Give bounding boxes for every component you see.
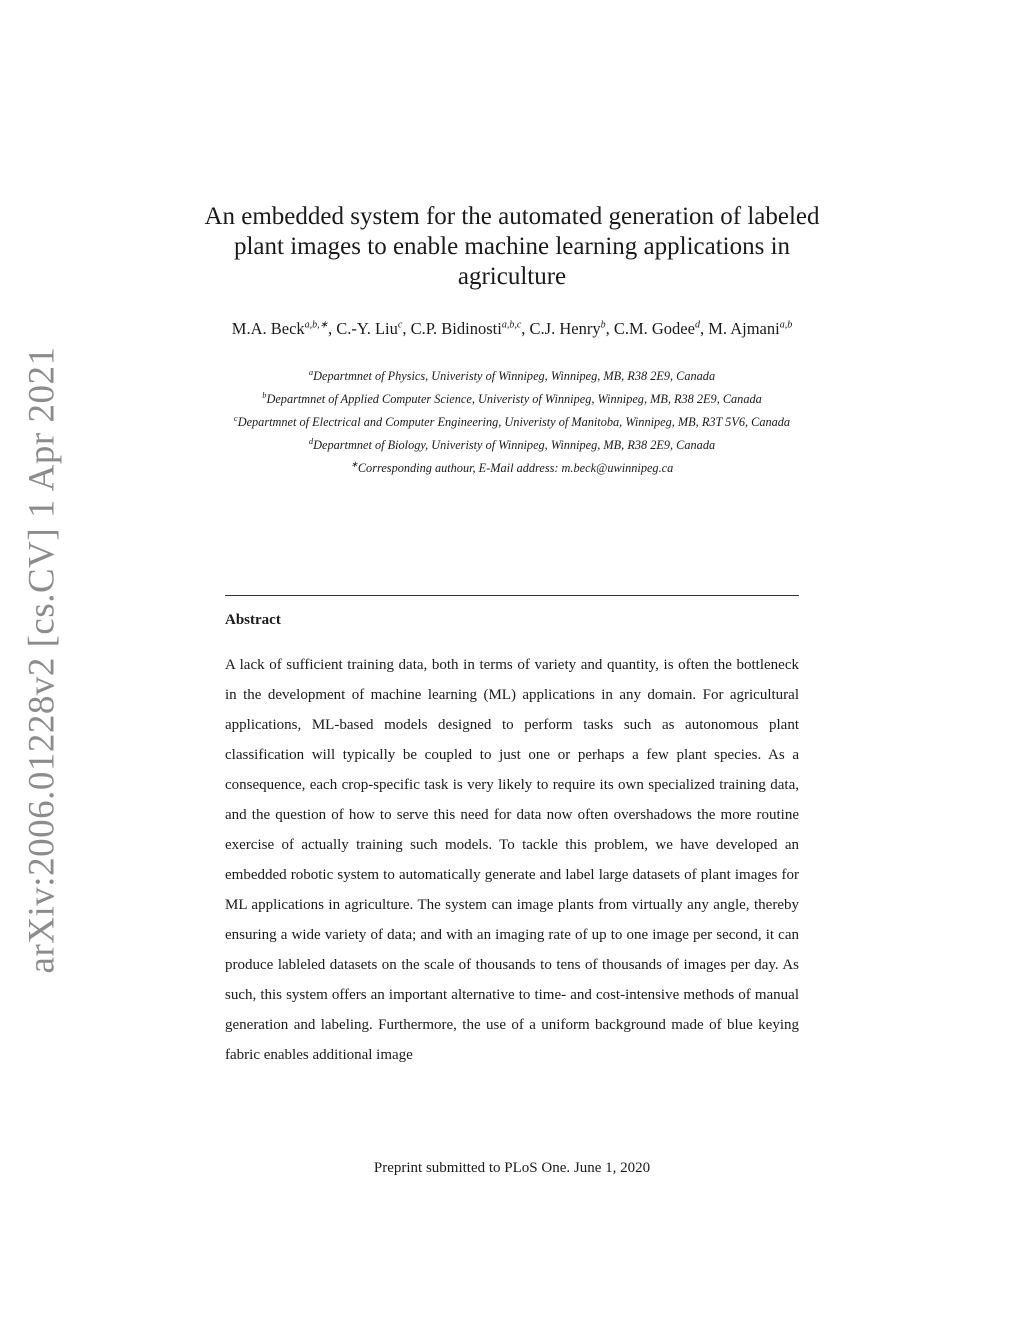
corresponding-author-note (228, 460, 796, 476)
arxiv-identifier-text: arXiv:2006.01228v2 [cs.CV] 1 Apr 2021 (21, 346, 63, 974)
affiliation (228, 391, 796, 407)
author-affil-mark: a,b (779, 319, 793, 331)
author-affil-mark: a,b,∗ (304, 319, 329, 331)
affiliation-mark: ∗ (350, 458, 358, 469)
abstract-heading: Abstract (225, 612, 281, 628)
section-divider (225, 595, 799, 596)
author-affil-mark: a,b,c (501, 319, 522, 331)
author-affil-mark: b (600, 319, 606, 331)
author-entry (614, 319, 708, 338)
author-entry (530, 319, 614, 338)
affiliation-mark: d (308, 435, 314, 446)
author-name: C.-Y. Liu (336, 319, 398, 338)
affiliation (228, 414, 796, 430)
author-name: C.M. Godee (613, 319, 695, 338)
affiliation-mark: a (308, 366, 314, 377)
author-affil-mark: d (694, 319, 700, 331)
affiliation-mark: c (233, 412, 238, 423)
affiliation-text: Departmnet of Biology, Univeristy of Winnipeg, Winnipeg, MB, R38 2E9, Canada (313, 438, 716, 452)
author-separator: , (402, 319, 411, 338)
author-affil-mark: c (397, 319, 403, 331)
author-separator: , (699, 319, 709, 338)
corresponding-author-text: Corresponding authour, E-Mail address: m.beck@uwinnipeg.ca (357, 461, 674, 475)
affiliation-text: Departmnet of Electrical and Computer Engineering, Univeristy of Manitoba, Winnipeg, MB, R3T 5V6, Canada (237, 415, 791, 429)
author-name: C.J. Henry (529, 319, 601, 338)
affiliation-text: Departmnet of Physics, Univeristy of Winnipeg, Winnipeg, MB, R38 2E9, Canada (313, 369, 716, 383)
author-name: C.P. Bidinosti (410, 319, 502, 338)
author-separator: , (605, 319, 614, 338)
affiliation (228, 437, 796, 453)
abstract-body: A lack of sufficient training data, both in terms of variety and quantity, is often the bottleneck in the development of machine learning (ML) applications in any domain. For agricultural applications, ML-based models designed to perform tasks such as autonomous plant classification will typically be coupled to just one or perhaps a few plant species. As a consequence, each crop-specific task is very likely to require its own specialized training data, and the question of how to serve this need for data now often overshadows the more routine exercise of actually training such models. To tackle this problem, we have developed an embedded robotic system to automatically generate and label large datasets of plant images for ML applications in agriculture. The system can image plants from virtually any angle, thereby ensuring a wide variety of data; and with an imaging rate of up to one image per second, it can produce lableled datasets on the scale of thousands to tens of thousands of images per day. As such, this system offers an important alternative to time- and cost-intensive methods of manual generation and labeling. Furthermore, the use of a uniform background made of blue keying fabric enables additional image (225, 657, 799, 1063)
author-separator: , (328, 319, 337, 338)
author-entry (232, 319, 337, 338)
author-name: M.A. Beck (231, 319, 305, 338)
affiliation-mark: b (262, 389, 267, 400)
paper-title: An embedded system for the automated generation of labeled plant images to enable machine learning applications in agriculture (204, 203, 820, 290)
author-name: M. Ajmani (708, 319, 780, 338)
author-entry (336, 319, 410, 338)
author-entry (411, 319, 530, 338)
affiliation-text: Departmnet of Applied Computer Science, Univeristy of Winnipeg, Winnipeg, MB, R38 2E9, Canada (266, 392, 762, 406)
author-list (220, 318, 804, 340)
affiliation-list (228, 368, 796, 483)
author-separator: , (521, 319, 530, 338)
author-entry (708, 319, 792, 338)
arxiv-identifier-stamp (21, 346, 63, 974)
preprint-footer: Preprint submitted to PLoS One. June 1, 2020 (373, 1160, 651, 1176)
affiliation (228, 368, 796, 384)
